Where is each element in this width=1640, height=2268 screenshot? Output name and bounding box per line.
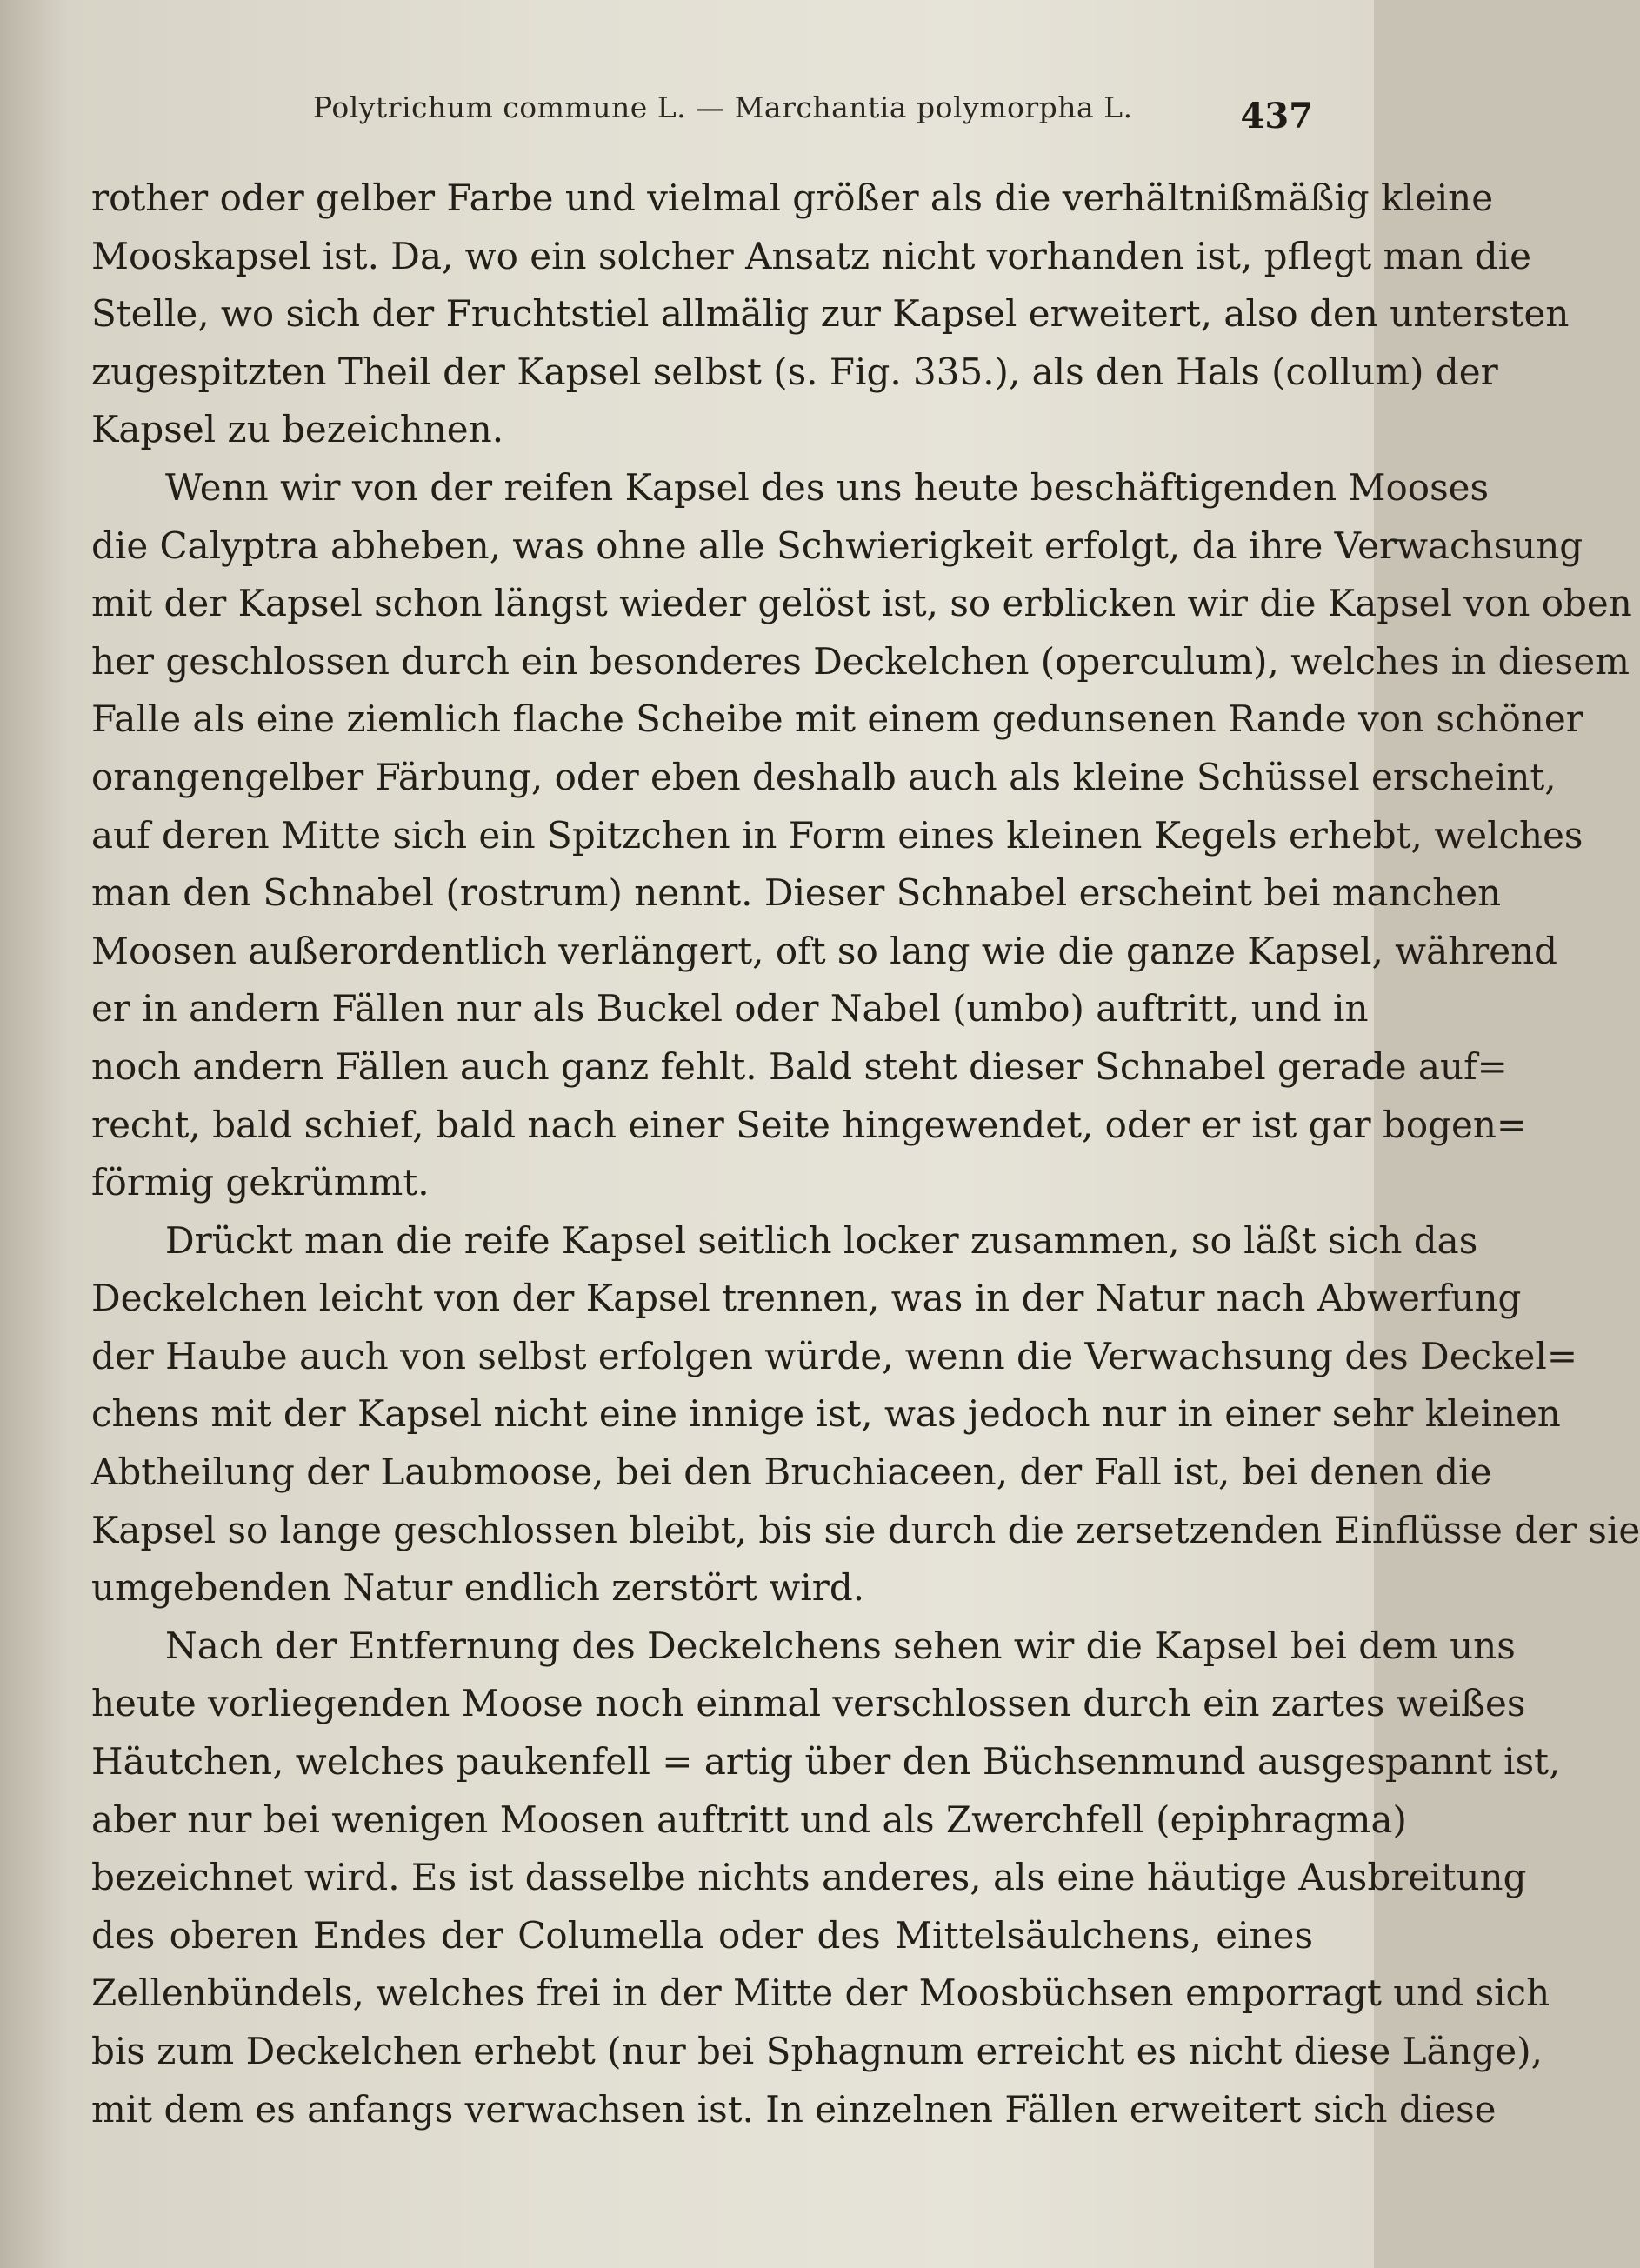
text-line: aber nur bei wenigen Moosen auftritt und als Zwerchfell (epiphragma)	[91, 1798, 1407, 1841]
text-line: des oberen Endes der Columella oder des Mittelsäulchens, eines	[91, 1913, 1313, 1957]
text-line: heute vorliegenden Moose noch einmal verschlossen durch ein zartes weißes	[91, 1682, 1526, 1725]
text-line: Drückt man die reife Kapsel seitlich locker zusammen, so läßt sich das	[165, 1218, 1478, 1262]
text-line: Häutchen, welches paukenfell = artig über den Büchsenmund ausgespannt ist,	[91, 1740, 1561, 1784]
text-line: der Haube auch von selbst erfolgen würde, wenn die Verwachsung des Deckel=	[91, 1334, 1578, 1377]
text-line: noch andern Fällen auch ganz fehlt. Bald steht dieser Schnabel gerade auf=	[91, 1044, 1508, 1088]
text-line: zugespitzten Theil der Kapsel selbst (s. Fig. 335.), als den Hals (collum) der	[91, 350, 1498, 393]
text-line: her geschlossen durch ein besonderes Deckelchen (operculum), welches in diesem	[91, 639, 1630, 683]
text-line: Abtheilung der Laubmoose, bei den Bruchiaceen, der Fall ist, bei denen die	[91, 1451, 1492, 1494]
text-line: er in andern Fällen nur als Buckel oder Nabel (umbo) auftritt, und in	[91, 987, 1369, 1031]
page-header	[91, 83, 1313, 136]
text-line: chens mit der Kapsel nicht eine innige ist, was jedoch nur in einer sehr kleinen	[91, 1392, 1561, 1436]
text-line: man den Schnabel (rostrum) nennt. Dieser Schnabel erscheint bei manchen	[91, 871, 1502, 915]
text-line: orangengelber Färbung, oder eben deshalb auch als kleine Schüssel erscheint,	[91, 755, 1557, 798]
text-line: bis zum Deckelchen erhebt (nur bei Sphagnum erreicht es nicht diese Länge),	[91, 2030, 1543, 2072]
text-line: Zellenbündels, welches frei in der Mitte der Moosbüchsen emporragt und sich	[91, 1971, 1550, 2015]
text-line: förmig gekrümmt.	[91, 1161, 430, 1204]
text-line: Mooskapsel ist. Da, wo ein solcher Ansatz nicht vorhanden ist, pflegt man die	[91, 234, 1531, 277]
text-line: auf deren Mitte sich ein Spitzchen in Form eines kleinen Kegels erhebt, welches	[91, 813, 1583, 857]
paragraph	[91, 459, 1632, 1212]
text-line: die Calyptra abheben, was ohne alle Schwierigkeit erfolgt, da ihre Verwachsung	[91, 524, 1583, 567]
paragraph	[91, 1618, 1561, 2138]
text-line: mit der Kapsel schon längst wieder gelöst ist, so erblicken wir die Kapsel von oben	[91, 582, 1632, 625]
text-line: Stelle, wo sich der Fruchtstiel allmälig zur Kapsel erweitert, also den untersten	[91, 292, 1570, 336]
text-line: Deckelchen leicht von der Kapsel trennen, was in der Natur nach Abwerfung	[91, 1277, 1522, 1320]
text-line: bezeichnet wird. Es ist dasselbe nichts anderes, als eine häutige Ausbreitung	[91, 1856, 1527, 1899]
text-line: umgebenden Natur endlich zerstört wird.	[91, 1566, 865, 1610]
paragraph	[91, 170, 1570, 459]
running-head: Polytrichum commune L. — Marchantia polymorpha L.	[313, 90, 1133, 124]
text-line: Kapsel so lange geschlossen bleibt, bis sie durch die zersetzenden Einflüsse der sie	[91, 1508, 1640, 1551]
text-line: Moosen außerordentlich verlängert, oft so lang wie die ganze Kapsel, während	[91, 929, 1558, 972]
paragraph	[91, 1212, 1640, 1618]
text-line: Nach der Entfernung des Deckelchens sehen wir die Kapsel bei dem uns	[165, 1624, 1516, 1667]
body-text	[91, 170, 1640, 2138]
page-number: 437	[1240, 96, 1313, 137]
text-line: recht, bald schief, bald nach einer Seite hingewendet, oder er ist gar bogen=	[91, 1103, 1528, 1146]
text-line: rother oder gelber Farbe und vielmal größer als die verhältnißmäßig kleine	[91, 177, 1494, 219]
text-line: Wenn wir von der reifen Kapsel des uns heute beschäftigenden Mooses	[165, 465, 1490, 509]
text-line: Falle als eine ziemlich flache Scheibe mit einem gedunsenen Rande von schöner	[91, 697, 1583, 741]
text-line: Kapsel zu bezeichnen.	[91, 408, 504, 451]
text-line: mit dem es anfangs verwachsen ist. In einzelnen Fällen erweitert sich diese	[91, 2087, 1497, 2131]
